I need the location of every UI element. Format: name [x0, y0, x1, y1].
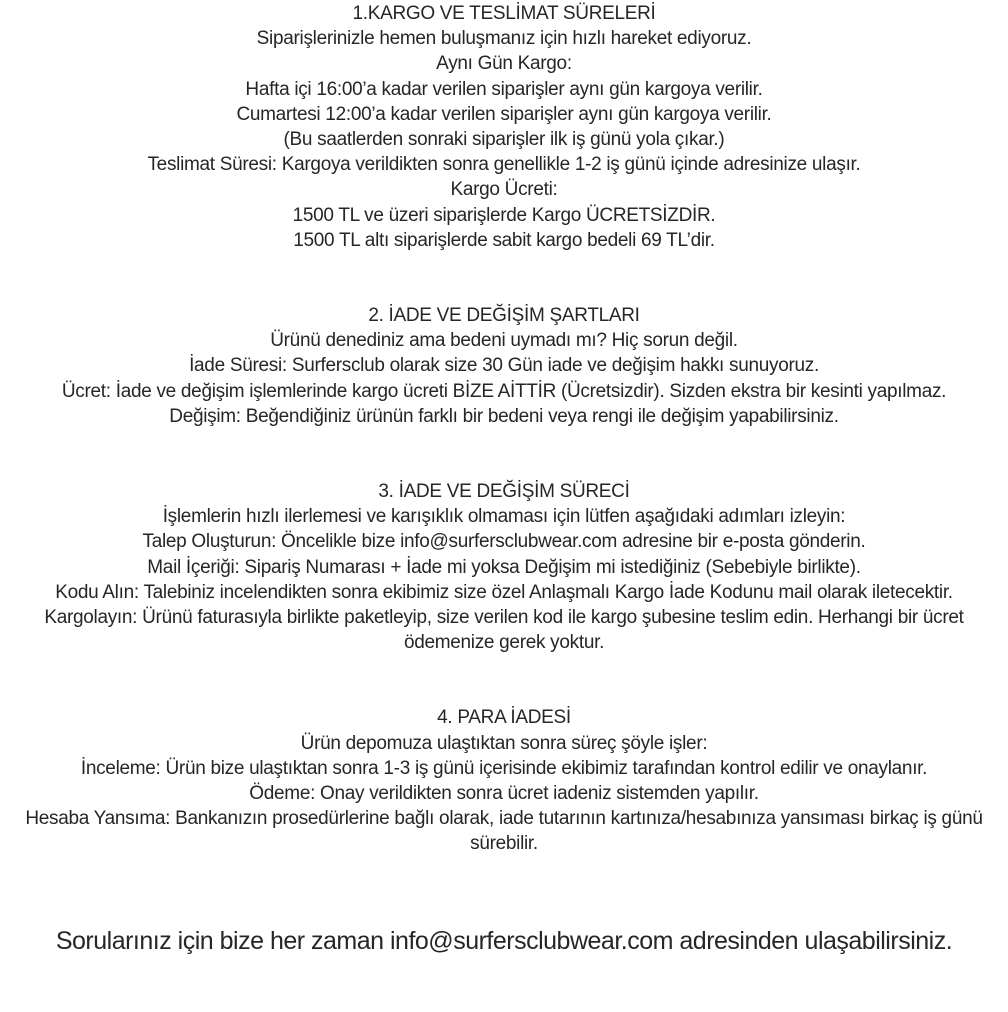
- policy-line: Hesaba Yansıma: Bankanızın prosedürlerine bağlı olarak, iade tutarının kartınıza/hesabınıza yansıması birkaç iş günü sürebilir.: [25, 808, 983, 855]
- policy-line: İade Süresi: Surfersclub olarak size 30 Gün iade ve değişim hakkı sunuyoruz.: [189, 355, 819, 377]
- section-title: 1.KARGO VE TESLİMAT SÜRELERİ: [352, 3, 656, 24]
- policy-line: Aynı Gün Kargo:: [436, 53, 572, 75]
- section-kargo-ve-teslimat: [2, 1, 1006, 253]
- policy-line: Talep Oluşturun: Öncelikle bize info@surfersclubwear.com adresine bir e-posta gönderin.: [142, 531, 866, 553]
- policy-line: Ücret: İade ve değişim işlemlerinde kargo ücreti BİZE AİTTİR (Ücretsizdir). Sizden ekstra bir kesinti yapılmaz.: [61, 380, 947, 402]
- policy-line: Mail İçeriği: Sipariş Numarası + İade mi yoksa Değişim mi istediğiniz (Sebebiyle birlikte).: [147, 556, 861, 578]
- policy-line: Kargolayın: Ürünü faturasıyla birlikte paketleyip, size verilen kod ile kargo şubesine teslim edin. Herhangi bir ücret ödemenize gerek yoktur.: [44, 607, 964, 654]
- policy-line: Hafta içi 16:00’a kadar verilen siparişler aynı gün kargoya verilir.: [245, 78, 763, 100]
- policy-line: Siparişlerinizle hemen buluşmanız için hızlı hareket ediyoruz.: [256, 28, 752, 50]
- contact-note: Sorularınız için bize her zaman info@surfersclubwear.com adresinden ulaşabilirsiniz.: [55, 926, 953, 955]
- policy-line: Teslimat Süresi: Kargoya verildikten sonra genellikle 1-2 iş günü içinde adresinize ulaşır.: [147, 154, 861, 176]
- section-title: 4. PARA İADESİ: [437, 707, 571, 729]
- policy-line: Ürün depomuza ulaştıktan sonra süreç şöyle işler:: [300, 732, 708, 754]
- policy-line: Ödeme: Onay verildikten sonra ücret iadeniz sistemden yapılır.: [249, 783, 759, 805]
- policy-line: 1500 TL altı siparişlerde sabit kargo bedeli 69 TL’dir.: [293, 229, 715, 251]
- policy-line: Kargo Ücreti:: [450, 179, 558, 201]
- policy-line: (Bu saatlerden sonraki siparişler ilk iş günü yola çıkar.): [283, 129, 725, 151]
- policy-line: İnceleme: Ürün bize ulaştıktan sonra 1-3 iş günü içerisinde ekibimiz tarafından kontrol edilir ve onaylanır.: [80, 757, 928, 779]
- section-title: 2. İADE VE DEĞİŞİM ŞARTLARI: [368, 305, 640, 327]
- policy-line: Cumartesi 12:00’a kadar verilen siparişler aynı gün kargoya verilir.: [236, 103, 772, 125]
- section-iade-ve-degisim-sureci: [2, 479, 1006, 655]
- section-iade-ve-degisim-sartlari: [2, 303, 1006, 429]
- policy-line: İşlemlerin hızlı ilerlemesi ve karışıklık olmaması için lütfen aşağıdaki adımları izleyin:: [162, 506, 846, 528]
- policy-line: Değişim: Beğendiğiniz ürünün farklı bir bedeni veya rengi ile değişim yapabilirsiniz.: [169, 405, 839, 427]
- section-para-iadesi: [2, 705, 1006, 856]
- policy-line: 1500 TL ve üzeri siparişlerde Kargo ÜCRETSİZDİR.: [292, 204, 716, 226]
- policy-line: Ürünü denediniz ama bedeni uymadı mı? Hiç sorun değil.: [270, 330, 738, 352]
- policy-line: Kodu Alın: Talebiniz incelendikten sonra ekibimiz size özel Anlaşmalı Kargo İade Kodunu mail olarak iletecektir.: [55, 581, 953, 603]
- section-title: 3. İADE VE DEĞİŞİM SÜRECİ: [378, 481, 630, 503]
